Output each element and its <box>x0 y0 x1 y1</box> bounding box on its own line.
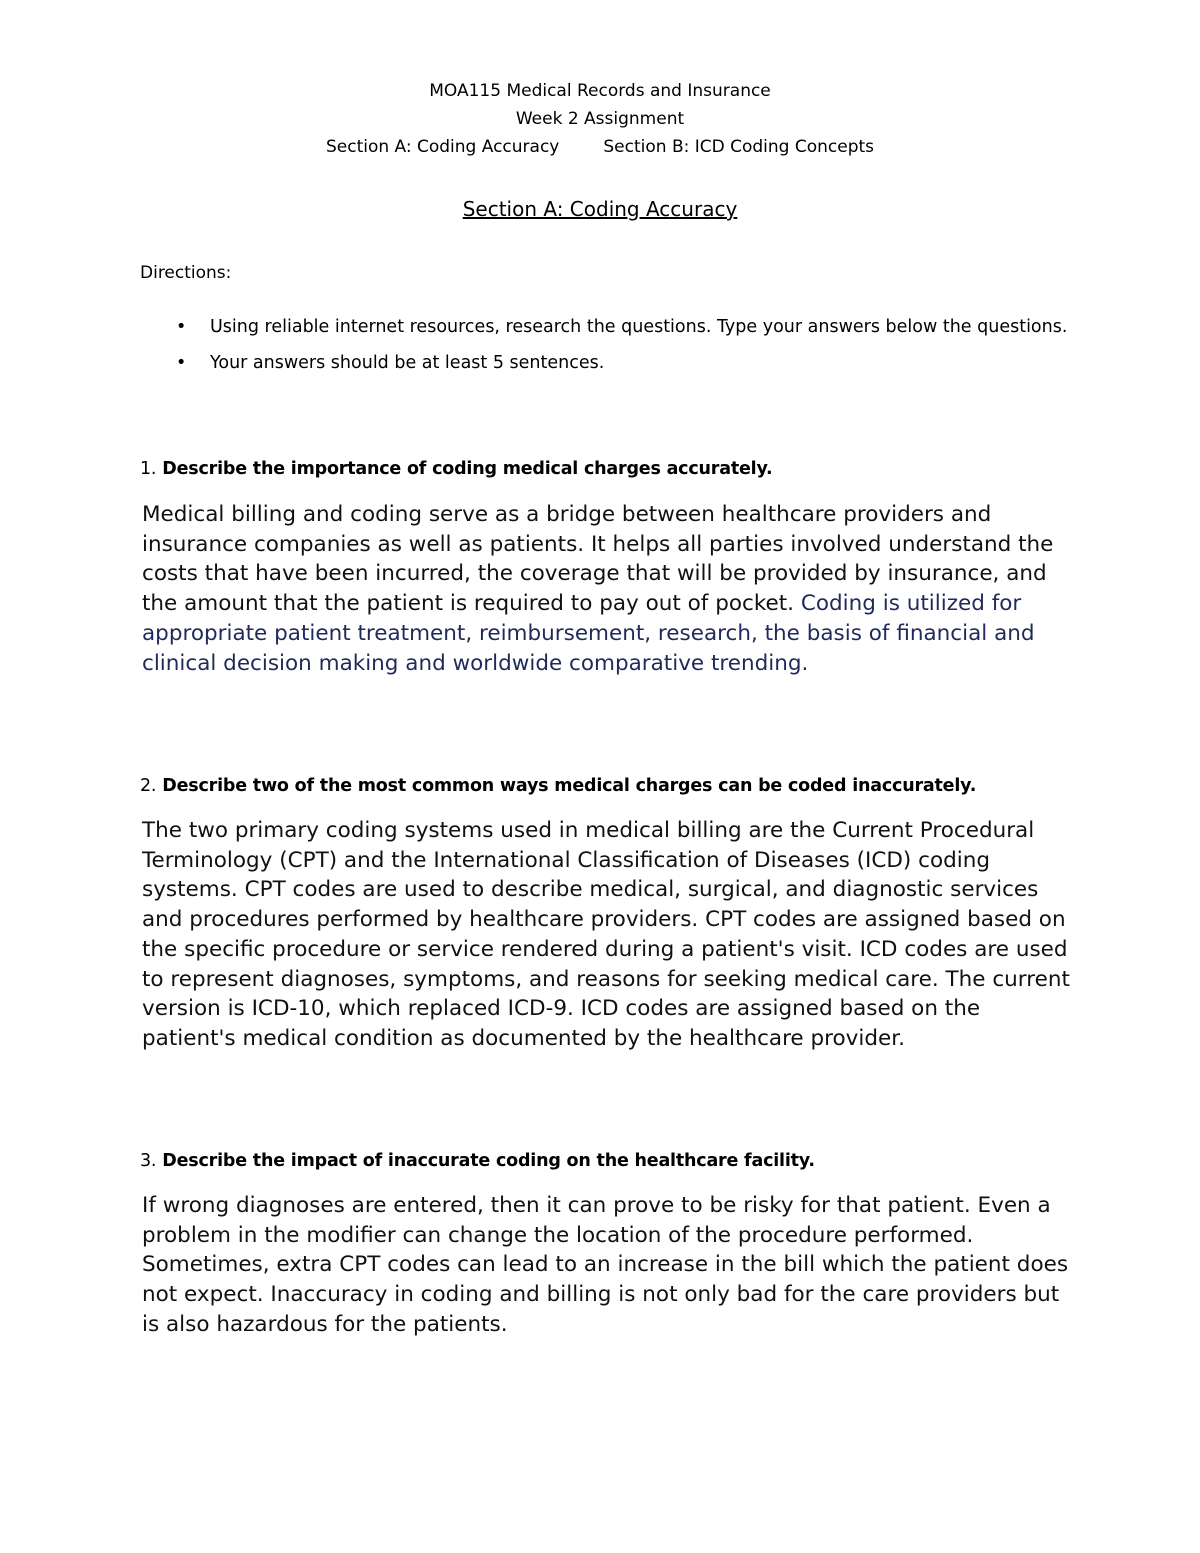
question-3 <box>140 1147 1100 1175</box>
answer-1 <box>142 500 1072 678</box>
question-2 <box>140 772 1100 800</box>
bullet-icon: • <box>176 353 187 373</box>
answer-text: The two primary coding systems used in medical billing are the Current Procedural Terminology (CPT) and the International Classification of Diseases (ICD) coding systems. CPT codes are used to describe medical, surgical, and diagnostic services and procedures performed by healthcare providers. CPT codes are assigned based on the specific procedure or service rendered during a patient's visit. ICD codes are used to represent diagnoses, symptoms, and reasons for seeking medical care. The current version is ICD-10, which replaced ICD-9. ICD codes are assigned based on the patient's medical condition as documented by the healthcare provider. <box>142 818 1070 1051</box>
section-heading: Section A: Coding Accuracy <box>462 197 738 221</box>
list-item <box>140 348 1080 378</box>
directions-item-text: Your answers should be at least 5 sentences. <box>210 353 605 373</box>
directions-list <box>140 312 1080 384</box>
answer-3 <box>142 1191 1072 1340</box>
directions-label: Directions: <box>140 263 232 283</box>
answer-2 <box>142 816 1072 1054</box>
section-a-label: Section A: Coding Accuracy <box>325 137 560 157</box>
sections-line <box>0 133 1200 161</box>
question-text: Describe the impact of inaccurate coding on the healthcare facility. <box>162 1151 815 1171</box>
answer-text: If wrong diagnoses are entered, then it can prove to be risky for that patient. Even a problem in the modifier can change the location of the procedure performed. Sometimes, extra CPT codes can lead to an increase in the bill which the patient does not expect. Inaccuracy in coding and billing is not only bad for the care providers but is also hazardous for the patients. <box>142 1193 1069 1337</box>
list-item <box>140 312 1080 342</box>
section-b-label: Section B: ICD Coding Concepts <box>603 137 875 157</box>
question-text: Describe the importance of coding medical charges accurately. <box>162 459 773 479</box>
question-number: 2. <box>140 776 157 796</box>
course-title: MOA115 Medical Records and Insurance <box>429 81 771 101</box>
directions-item-text: Using reliable internet resources, research the questions. Type your answers below the questions. <box>210 317 1068 337</box>
assignment-title: Week 2 Assignment <box>515 109 685 129</box>
question-number: 3. <box>140 1151 157 1171</box>
question-1 <box>140 455 1100 483</box>
question-number: 1. <box>140 459 157 479</box>
answer-text: Medical billing and coding serve as a bridge between healthcare providers and insurance companies as well as patients. It helps all parties involved understand the costs that have been incurred, the coverage that will be provided by insurance, and the amount that the patient is required to pay out of pocket. <box>142 502 1054 617</box>
bullet-icon: • <box>176 317 187 337</box>
document-header <box>0 77 1200 161</box>
answer-text-highlight: Coding is utilized for appropriate patient treatment, reimbursement, research, the basis of financial and clinical decision making and worldwide comparative trending. <box>142 591 1035 676</box>
question-text: Describe two of the most common ways medical charges can be coded inaccurately. <box>162 776 977 796</box>
